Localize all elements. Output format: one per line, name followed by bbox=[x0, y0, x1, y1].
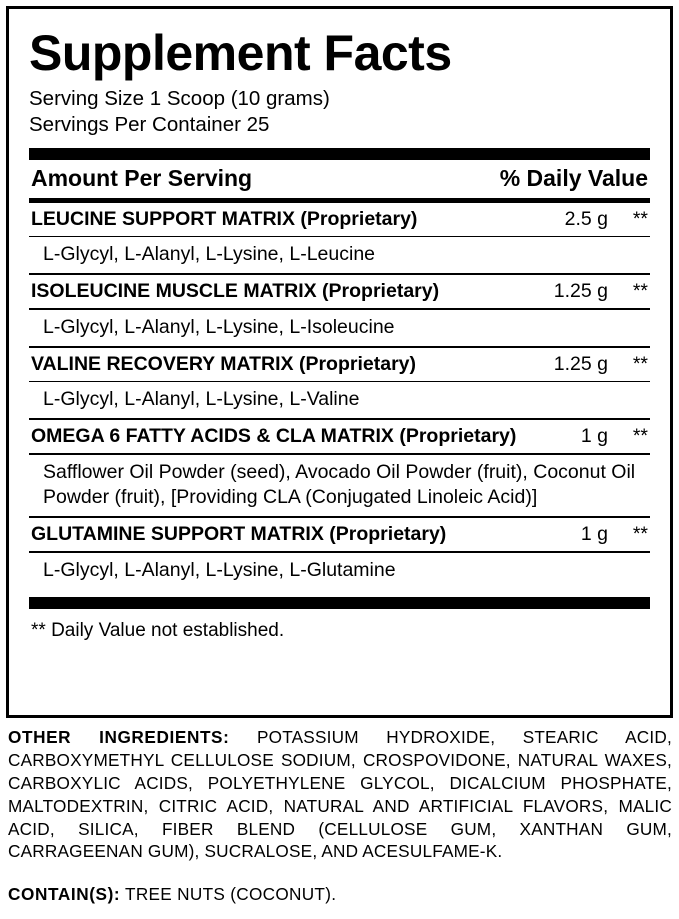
nutrient-name: LEUCINE SUPPORT MATRIX (Proprietary) bbox=[31, 207, 418, 230]
nutrient-sub: L-Glycyl, L-Alanyl, L-Lysine, L-Isoleucine bbox=[43, 315, 395, 338]
column-headers bbox=[29, 160, 650, 198]
nutrient-amount: 2.5 g bbox=[564, 207, 608, 230]
table-row bbox=[29, 348, 650, 381]
nutrient-amount: 1.25 g bbox=[553, 352, 608, 375]
daily-value-header: % Daily Value bbox=[499, 164, 648, 191]
serving-size-text: Serving Size 1 Scoop (10 grams) bbox=[29, 86, 330, 110]
nutrient-sub: Safflower Oil Powder (seed), Avocado Oil Powder (fruit), Coconut Oil Powder (fruit), [Providing CLA (Conjugated Linoleic Acid)] bbox=[43, 461, 636, 508]
other-ingredients-text: POTASSIUM HYDROXIDE, STEARIC ACID, CARBOXYMETHYL CELLULOSE SODIUM, CROSPOVIDONE, NATURAL WAXES, CARBOXYLIC ACIDS, POLYETHYLENE GLYCOL, DICALCIUM PHOSPHATE, MALTODEXTRIN, CITRIC ACID, NATURAL AND ARTIFICIAL FLAVORS, MALIC ACID, SILICA, FIBER BLEND (CELLULOSE GUM, XANTHAN GUM, CARRAGEENAN GUM), SUCRALOSE, AND ACESULFAME-K. bbox=[8, 727, 672, 862]
table-row bbox=[29, 203, 650, 236]
nutrient-name: GLUTAMINE SUPPORT MATRIX (Proprietary) bbox=[31, 522, 447, 545]
nutrient-name: ISOLEUCINE MUSCLE MATRIX (Proprietary) bbox=[31, 280, 440, 303]
divider-thick-bottom bbox=[29, 597, 650, 609]
nutrient-dv: ** bbox=[632, 425, 648, 448]
table-row bbox=[29, 518, 650, 551]
allergen-statement bbox=[8, 884, 672, 905]
page-title: Supplement Facts bbox=[29, 25, 452, 81]
nutrient-name: VALINE RECOVERY MATRIX (Proprietary) bbox=[31, 352, 417, 375]
facts-panel bbox=[6, 6, 673, 718]
table-row bbox=[29, 420, 650, 453]
contains-label: CONTAIN(S): bbox=[8, 884, 121, 904]
nutrient-amount: 1.25 g bbox=[553, 280, 608, 303]
divider-thick-top bbox=[29, 148, 650, 160]
nutrient-dv: ** bbox=[632, 352, 648, 375]
nutrient-dv: ** bbox=[632, 280, 648, 303]
nutrient-sub: L-Glycyl, L-Alanyl, L-Lysine, L-Glutamine bbox=[43, 558, 396, 581]
nutrient-dv: ** bbox=[632, 207, 648, 230]
nutrient-name: OMEGA 6 FATTY ACIDS & CLA MATRIX (Proprietary) bbox=[31, 425, 517, 448]
other-ingredients bbox=[8, 726, 672, 863]
nutrient-amount: 1 g bbox=[580, 522, 608, 545]
table-row bbox=[29, 275, 650, 308]
nutrient-amount: 1 g bbox=[580, 425, 608, 448]
servings-per-container-text: Servings Per Container 25 bbox=[29, 113, 270, 137]
nutrient-sub: L-Glycyl, L-Alanyl, L-Lysine, L-Valine bbox=[43, 388, 360, 411]
other-ingredients-label: OTHER INGREDIENTS: bbox=[8, 727, 230, 747]
daily-value-footnote: ** Daily Value not established. bbox=[31, 620, 285, 642]
nutrient-dv: ** bbox=[632, 522, 648, 545]
amount-per-serving-header: Amount Per Serving bbox=[31, 164, 253, 191]
contains-text: TREE NUTS (COCONUT). bbox=[120, 884, 337, 904]
nutrient-sub: L-Glycyl, L-Alanyl, L-Lysine, L-Leucine bbox=[43, 243, 376, 266]
